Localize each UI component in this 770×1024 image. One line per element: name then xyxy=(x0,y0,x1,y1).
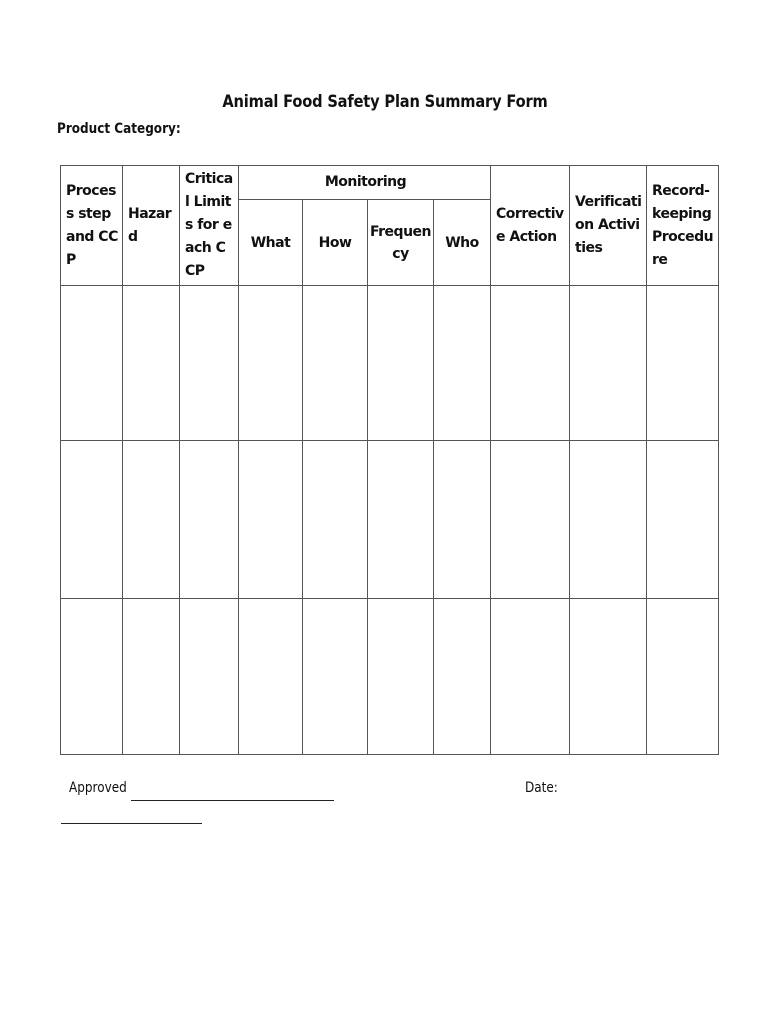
approved-signature-line[interactable] xyxy=(131,800,334,801)
table-cell[interactable] xyxy=(368,441,434,599)
table-cell[interactable] xyxy=(491,286,570,441)
header-monitoring: Monitoring xyxy=(239,166,491,200)
table-cell[interactable] xyxy=(434,599,491,755)
table-cell[interactable] xyxy=(123,599,180,755)
table-cell[interactable] xyxy=(239,599,303,755)
form-title: Animal Food Safety Plan Summary Form xyxy=(222,92,548,112)
table-cell[interactable] xyxy=(570,441,647,599)
header-critical-limits: Critical Limits for each CCP xyxy=(180,166,239,286)
table-cell[interactable] xyxy=(647,286,719,441)
header-frequency: Frequency xyxy=(368,200,434,286)
table-cell[interactable] xyxy=(180,286,239,441)
date-label: Date: xyxy=(525,780,558,796)
table-cell[interactable] xyxy=(180,599,239,755)
table-cell[interactable] xyxy=(303,286,368,441)
table-cell[interactable] xyxy=(647,441,719,599)
table-cell[interactable] xyxy=(123,286,180,441)
table-cell[interactable] xyxy=(434,441,491,599)
table-row xyxy=(61,441,719,599)
table-cell[interactable] xyxy=(61,441,123,599)
product-category-label: Product Category: xyxy=(57,121,181,137)
header-verification-activities: Verification Activities xyxy=(570,166,647,286)
table-cell[interactable] xyxy=(61,599,123,755)
header-hazard: Hazard xyxy=(123,166,180,286)
table-cell[interactable] xyxy=(434,286,491,441)
table-cell[interactable] xyxy=(61,286,123,441)
table-cell[interactable] xyxy=(570,599,647,755)
table-cell[interactable] xyxy=(491,599,570,755)
table-cell[interactable] xyxy=(239,441,303,599)
header-process-step: Process step and CCP xyxy=(61,166,123,286)
header-record-keeping: Record-keeping Procedure xyxy=(647,166,719,286)
header-how: How xyxy=(303,200,368,286)
table-row xyxy=(61,599,719,755)
table-cell[interactable] xyxy=(368,599,434,755)
table-cell[interactable] xyxy=(303,599,368,755)
header-who: Who xyxy=(434,200,491,286)
header-what: What xyxy=(239,200,303,286)
date-entry-line[interactable] xyxy=(61,823,202,824)
table-cell[interactable] xyxy=(368,286,434,441)
safety-plan-table xyxy=(60,165,719,755)
header-corrective-action: Corrective Action xyxy=(491,166,570,286)
table-cell[interactable] xyxy=(123,441,180,599)
approved-label: Approved xyxy=(69,780,127,796)
table-cell[interactable] xyxy=(647,599,719,755)
table-cell[interactable] xyxy=(570,286,647,441)
table-cell[interactable] xyxy=(239,286,303,441)
table-cell[interactable] xyxy=(180,441,239,599)
table-row xyxy=(61,286,719,441)
table-cell[interactable] xyxy=(303,441,368,599)
table-cell[interactable] xyxy=(491,441,570,599)
header-row-top xyxy=(61,166,719,200)
